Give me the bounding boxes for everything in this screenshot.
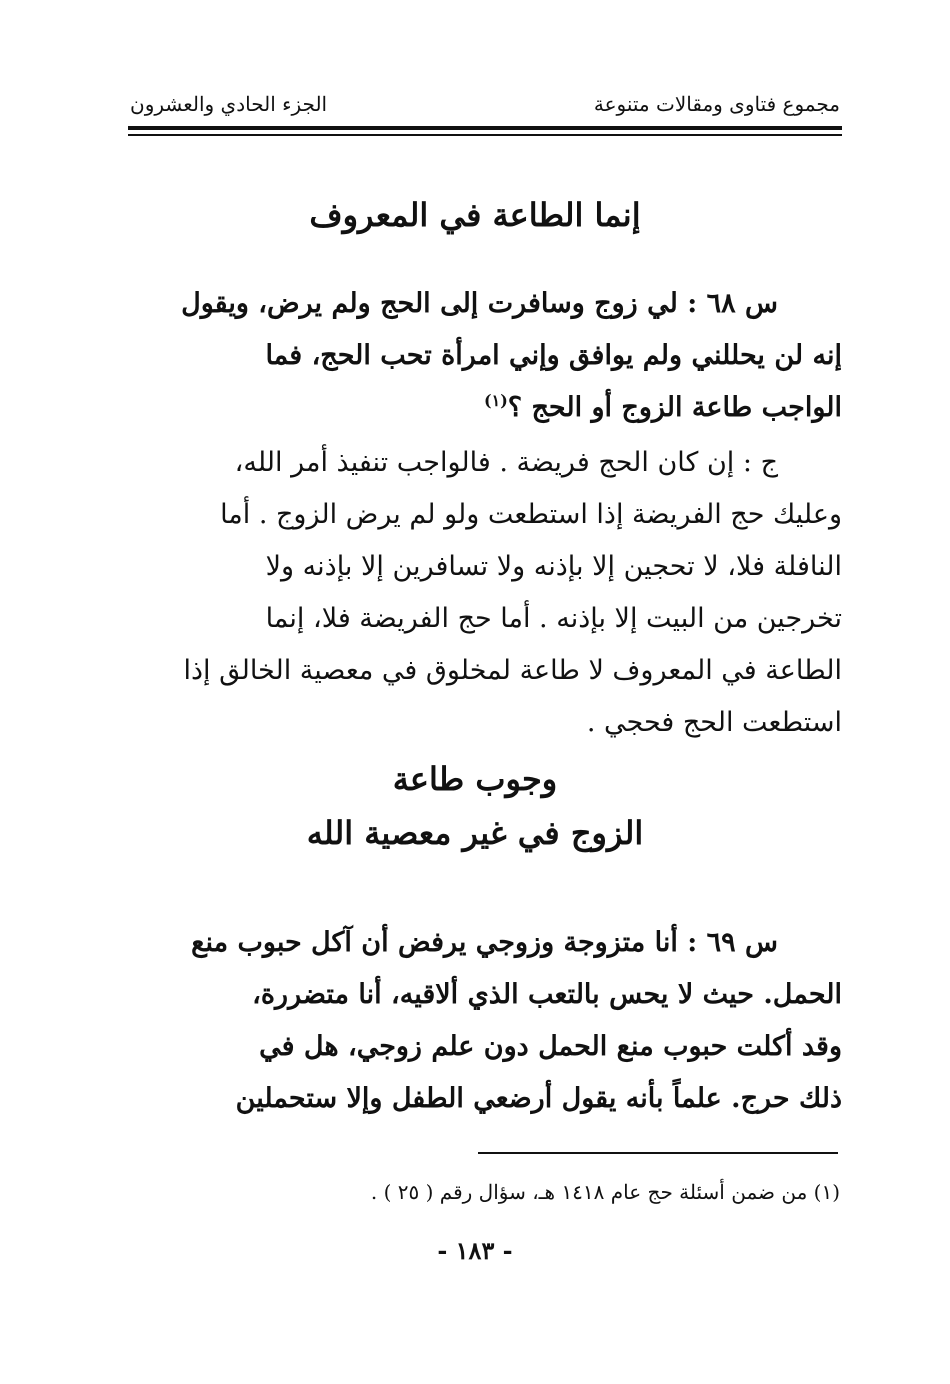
question-line: ذلك حرج. علماً بأنه يقول أرضعي الطفل وإلا ستحملين <box>235 1083 842 1114</box>
header-rule-thick <box>128 126 842 130</box>
book-title: مجموع فتاوى ومقالات متنوعة <box>593 92 840 116</box>
footnote-divider <box>478 1152 838 1154</box>
answer-line: تخرجين من البيت إلا بإذنه . أما حج الفريضة فلا، إنما <box>265 603 842 634</box>
question-line: س ٦٨ : لي زوج وسافرت إلى الحج ولم يرض، ويقول <box>181 288 778 319</box>
answer-line: النافلة فلا، لا تحجين إلا بإذنه ولا تسافرين إلا بإذنه ولا <box>265 551 842 582</box>
footnote-marker: (١) <box>484 391 508 410</box>
answer-line: الطاعة في المعروف لا طاعة لمخلوق في معصية الخالق إذا <box>183 655 842 686</box>
answer-line: وعليك حج الفريضة إذا استطعت ولو لم يرض الزوج . أما <box>220 499 842 530</box>
question-line-text: الواجب طاعة الزوج أو الحج ؟ <box>507 392 842 423</box>
question-line: س ٦٩ : أنا متزوجة وزوجي يرفض أن آكل حبوب منع <box>191 927 778 958</box>
answer-line: استطعت الحج فحجي . <box>586 707 842 738</box>
volume-label: الجزء الحادي والعشرون <box>130 92 328 116</box>
section-title-line1: وجوب طاعة <box>392 760 558 798</box>
question-line <box>118 382 842 434</box>
section-title-line2: الزوج في غير معصية الله <box>306 814 644 852</box>
header-rule-thin <box>128 134 842 136</box>
footnote: (١) من ضمن أسئلة حج عام ١٤١٨ هـ، سؤال رقم ( ٢٥ ) . <box>370 1180 840 1204</box>
question-69 <box>118 917 842 1125</box>
running-header <box>130 92 840 122</box>
question-68 <box>118 278 842 434</box>
question-line: الحمل. حيث لا يحس بالتعب الذي ألاقيه، أنا متضررة، <box>252 979 842 1010</box>
answer-68 <box>118 437 842 749</box>
answer-line: ج : إن كان الحج فريضة . فالواجب تنفيذ أمر الله، <box>234 447 778 478</box>
question-line: إنه لن يحللني ولم يوافق وإني امرأة تحب الحج، فما <box>265 340 842 371</box>
question-line: وقد أكلت حبوب منع الحمل دون علم زوجي، هل في <box>259 1031 842 1062</box>
section-title-obedience: إنما الطاعة في المعروف <box>309 196 641 234</box>
page-number: - ١٨٣ - <box>437 1236 513 1265</box>
